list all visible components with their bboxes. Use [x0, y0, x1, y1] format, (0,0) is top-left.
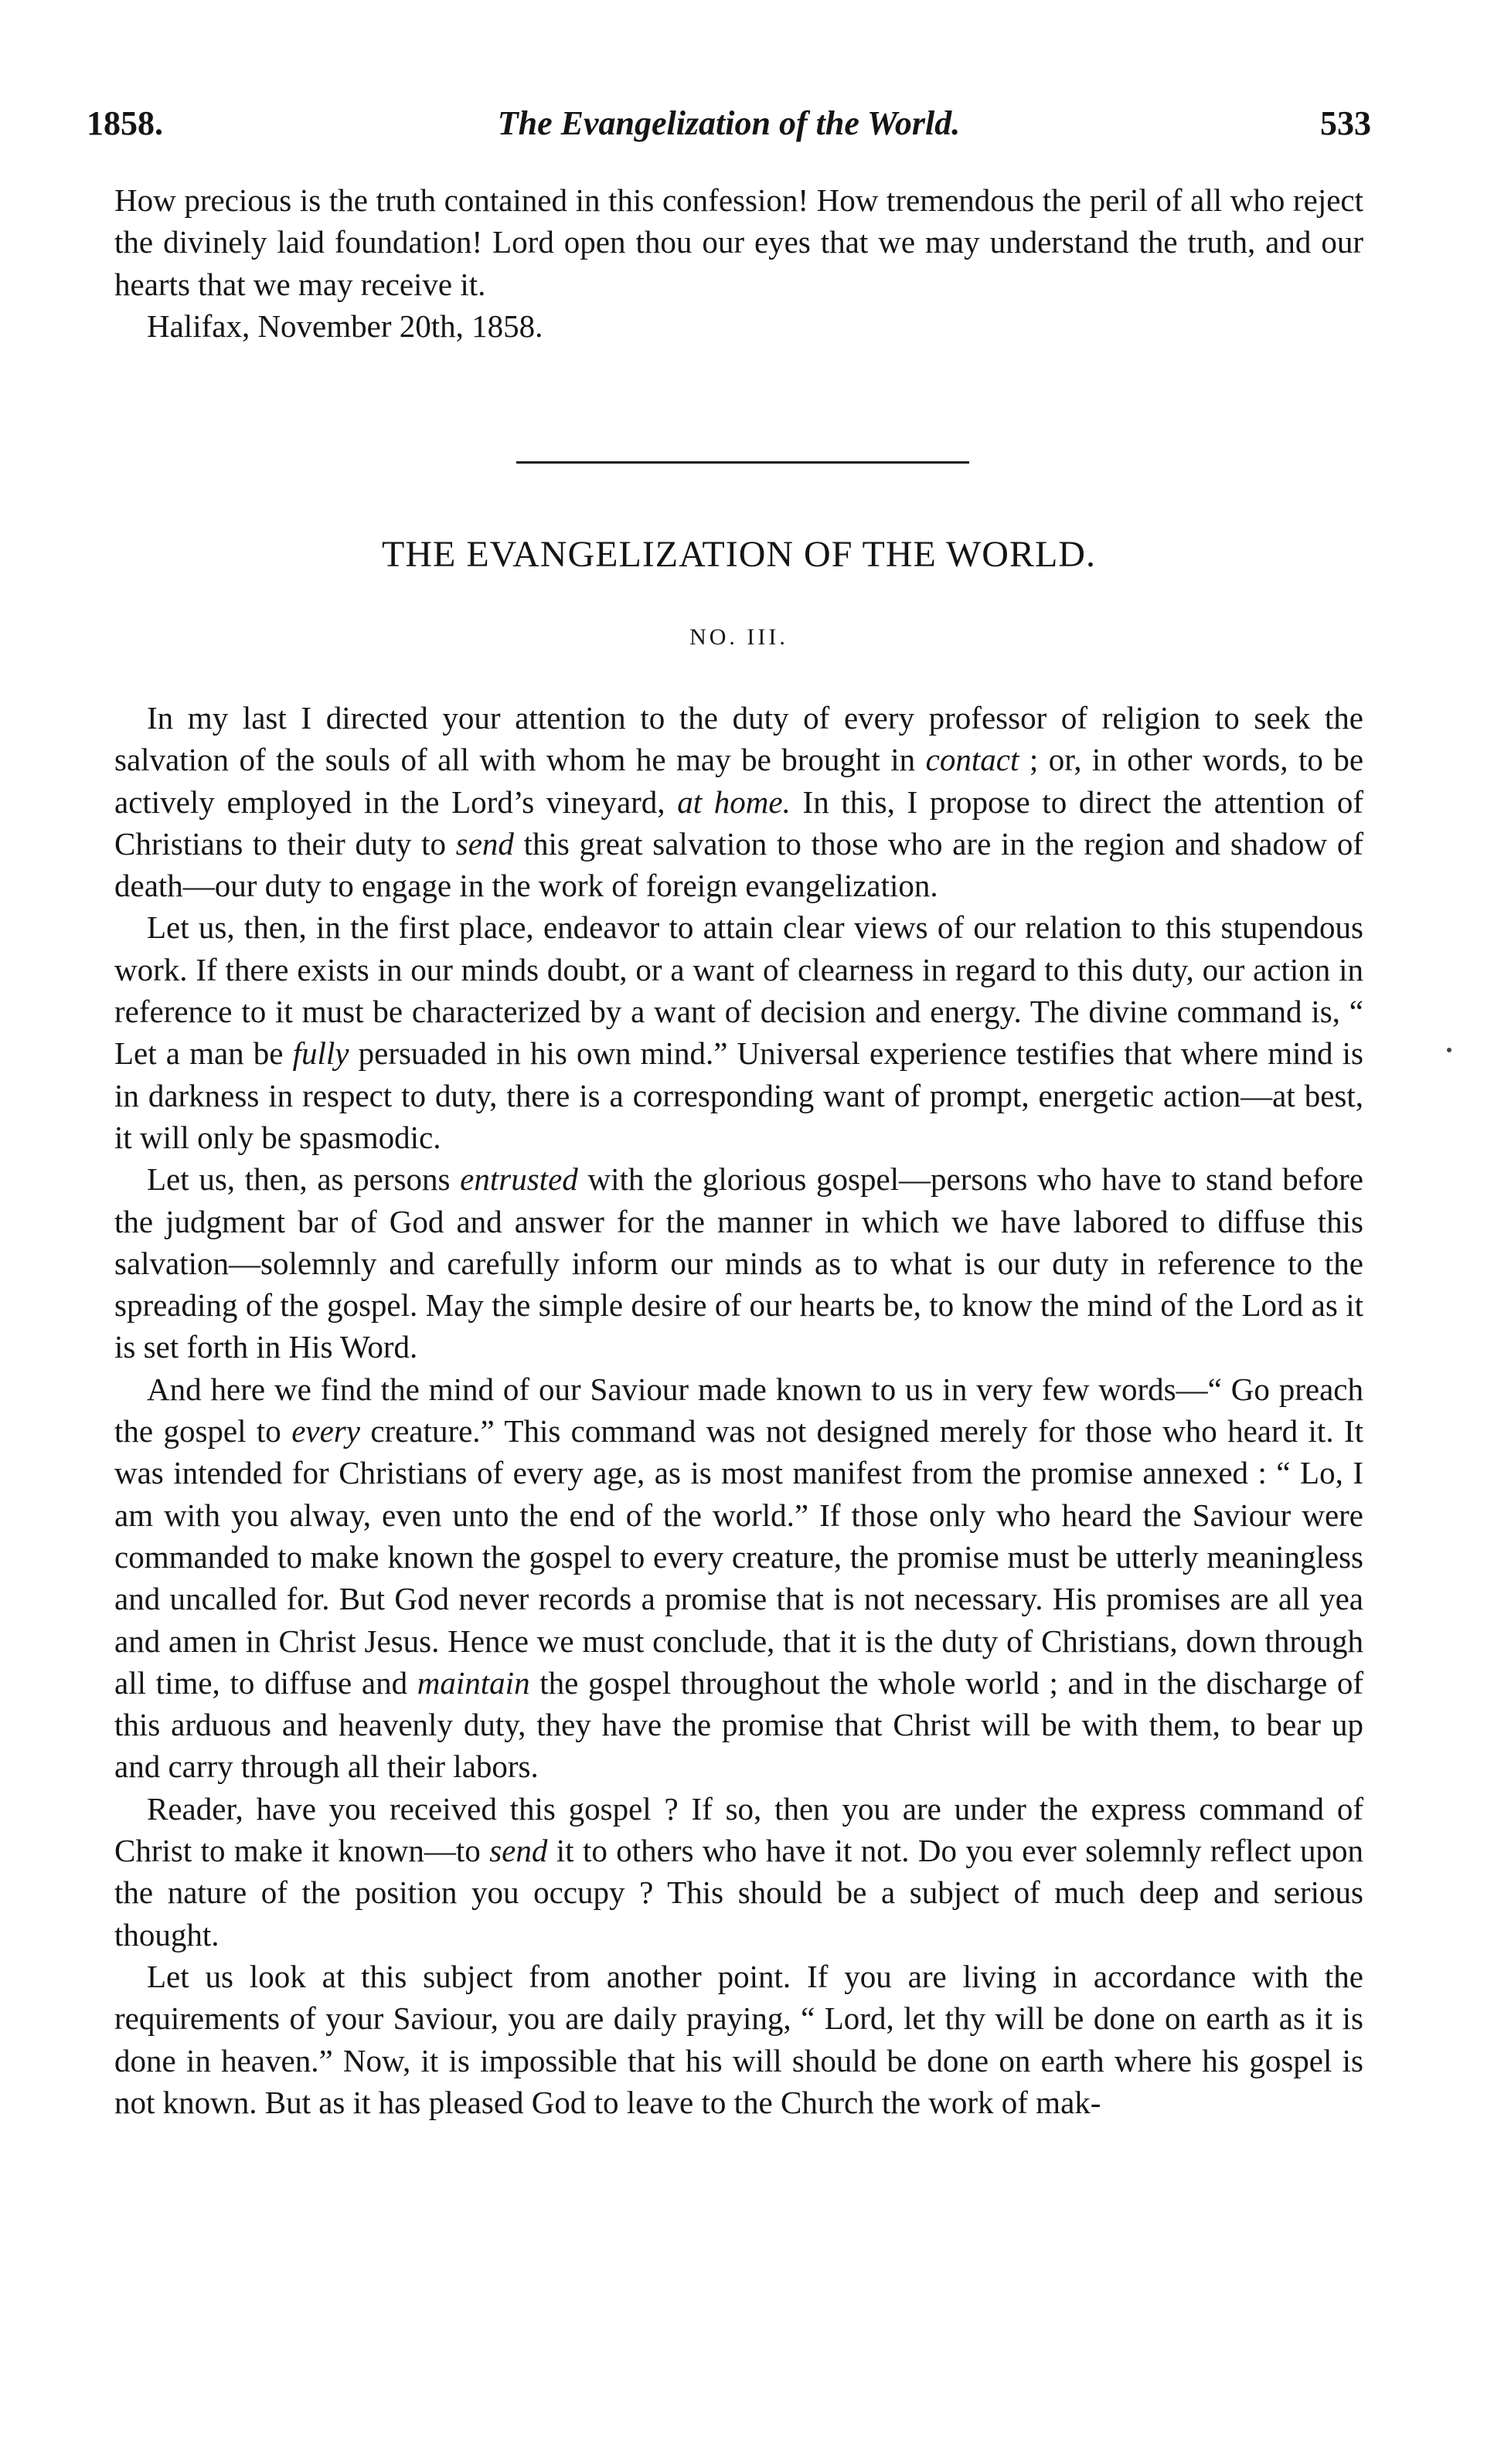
header-page-number: 533	[1320, 104, 1371, 142]
body-paragraph	[114, 1788, 1363, 1956]
text-run: ; or, in other words, to be actively employed in the Lord’s vineyard,	[114, 742, 1364, 820]
italic-run: fully	[292, 1035, 349, 1072]
text-run: Reader, have you received this gospel ? If so, then you are under the express command of Christ to make it known—to	[114, 1790, 1363, 1869]
header-running-title: The Evangelization of the World.	[497, 104, 961, 142]
text-run: creature.” This command was not designed merely for those who heard it. It was intended for Christians of every age, as is most manifest from the promise annexed : “ Lo, I am with you alway, even unto the end of the world.” If those only who heard the Saviour were commanded to make known the gospel to every creature, the promise must be utterly meaningless and uncalled for. But God never records a promise that is not necessary. His promises are all yea and amen in Christ Jesus. Hence we must conclude, that it is the duty of Christians, down through all time, to diffuse and	[114, 1413, 1364, 1701]
dateline: Halifax, November 20th, 1858.	[147, 308, 543, 344]
italic-run: maintain	[417, 1664, 530, 1701]
scan-speck	[1447, 1048, 1451, 1052]
text-run: Let us, then, in the first place, endeavor to attain clear views of our relation to this stupendous work. If there exists in our minds doubt, or a want of clearness in regard to this duty, our action in reference to it must be characterized by a want of decision and energy. The divine command is, “ Let a man be	[114, 909, 1363, 1072]
body-paragraph	[114, 1158, 1363, 1368]
text-run: In this, I propose to direct the attention of Christians to their duty to	[114, 783, 1363, 862]
text-run: this great salvation to those who are in the region and shadow of death—our duty to engage in the work of foreign evangelization.	[114, 825, 1363, 904]
article-number: NO. III.	[689, 624, 788, 650]
text-run: In my last I directed your attention to the duty of every professor of religion to seek the salvation of the souls of all with whom he may be brought in	[114, 700, 1363, 778]
text-run: Let us, then, as persons	[147, 1161, 461, 1198]
italic-run: send	[455, 825, 514, 862]
text-run: persuaded in his own mind.” Universal experience testifies that where mind is in darkness in respect to duty, there is a corresponding want of prompt, energetic action—at best, it will only be spasmodic.	[114, 1035, 1363, 1155]
body-paragraph	[114, 906, 1363, 1158]
body-paragraph	[114, 1368, 1363, 1788]
italic-run: every	[291, 1413, 360, 1450]
body-paragraph	[114, 697, 1363, 906]
header-year: 1858.	[87, 104, 163, 142]
text-run: it to others who have it not. Do you ever solemnly reflect upon the nature of the position you occupy ? This should be a subject of much deep and serious thought.	[114, 1833, 1364, 1953]
previous-article-ending	[114, 179, 1363, 347]
italic-run: at home.	[677, 783, 791, 820]
italic-run: contact	[925, 742, 1019, 778]
closing-paragraph: How precious is the truth contained in this confession! How tremendous the peril of all who reject the divinely laid foundation! Lord open thou our eyes that we may understand the truth, and our hearts that we may receive it.	[114, 182, 1363, 302]
text-run: with the glorious gospel—persons who have to stand before the judgment bar of God and answer for the manner in which we have labored to diffuse this salvation—solemnly and carefully inform our minds as to what is our duty in reference to the spreading of the gospel. May the simple desire of our hearts be, to know the mind of the Lord as it is set forth in His Word.	[114, 1161, 1364, 1365]
section-divider	[516, 461, 969, 464]
italic-run: send	[489, 1833, 548, 1869]
body-paragraph	[114, 1956, 1363, 2123]
article-body	[114, 697, 1363, 2123]
text-run: Let us look at this subject from another point. If you are living in accordance with the requirements of your Saviour, you are daily praying, “ Lord, let thy will be done on earth as it is done in heaven.” Now, it is impossible that his will should be done on earth where his gospel is not known. But as it has pleased God to leave to the Church the work of mak-	[114, 1958, 1363, 2120]
italic-run: entrusted	[460, 1161, 578, 1198]
text-run: the gospel throughout the whole world ; and in the discharge of this arduous and heavenly duty, they have the promise that Christ will be with them, to bear up and carry through all their labors.	[114, 1664, 1363, 1785]
running-head	[87, 96, 1371, 158]
text-run: And here we find the mind of our Saviour made known to us in very few words—“ Go preach the gospel to	[114, 1371, 1363, 1450]
article-title: THE EVANGELIZATION OF THE WORLD.	[382, 534, 1096, 575]
